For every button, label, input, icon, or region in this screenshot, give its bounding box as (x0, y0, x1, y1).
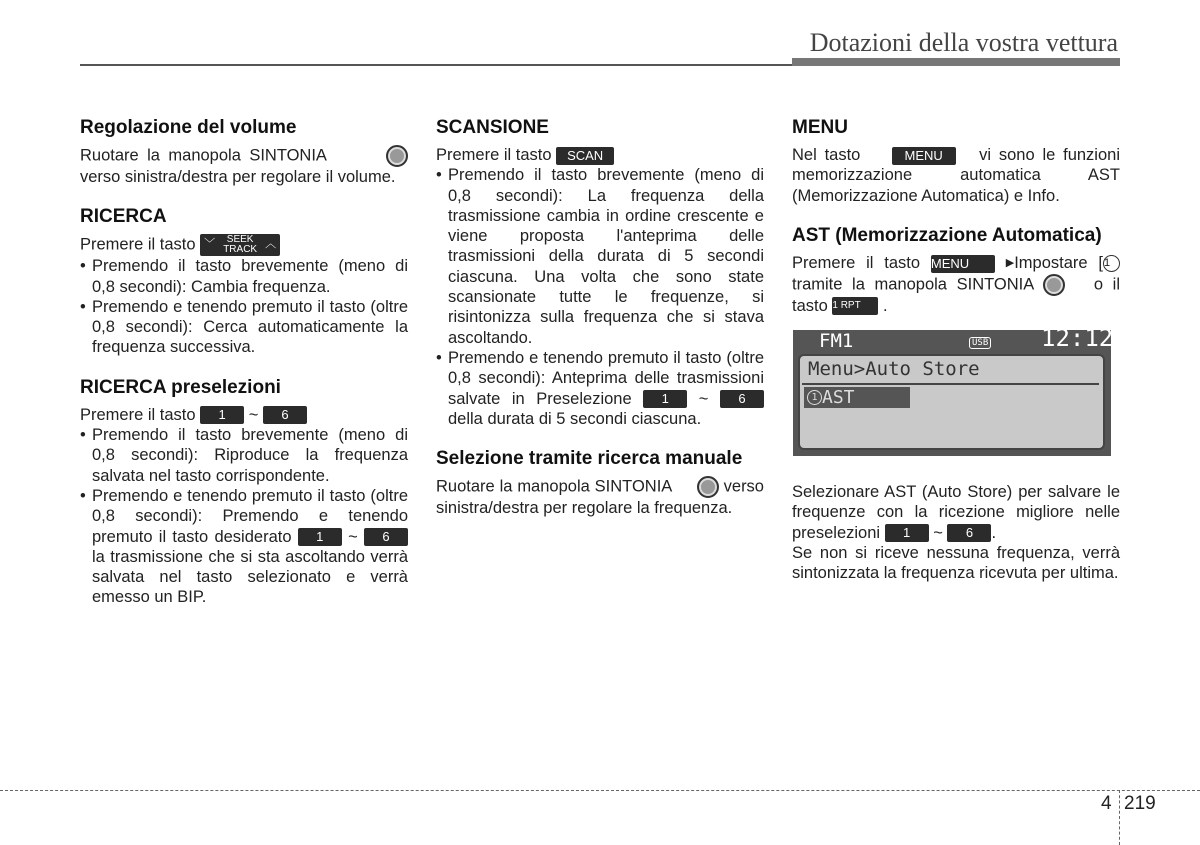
select-text-b: . (991, 523, 997, 542)
column-2 (436, 116, 764, 536)
list-item (80, 486, 408, 608)
list-item: • Premendo il tasto brevemente (meno di 0,8 secondi): Riproduce la frequenza salvata nel tasto corrispondente. (80, 425, 408, 486)
preselezioni-press (80, 405, 408, 425)
menu-heading: MENU (792, 117, 848, 138)
preset-1-button-icon: 1 (643, 390, 687, 408)
display-clock: 12:12 (1041, 323, 1114, 352)
manuale-text-b: verso sinistra/destra per regolare la frequenza. (436, 477, 764, 518)
ast-text-d: o il tasto (792, 275, 1121, 315)
column-3 (792, 116, 1120, 583)
manuale-heading: Selezione tramite ricerca manuale (436, 448, 743, 470)
chapter-number: 4 (1101, 793, 1112, 814)
column-1 (80, 116, 408, 626)
preset-1-button-icon: 1 (298, 528, 342, 546)
section-ast (792, 224, 1120, 584)
preset-1-button-icon: 1 (885, 524, 929, 542)
menu-button-icon: MENU (892, 147, 956, 165)
header-rule-thick (792, 58, 1120, 66)
section-preselezioni (80, 376, 408, 608)
preset-6-button-icon: 6 (947, 524, 991, 542)
pre-b2-text-a: Premendo e tenendo premuto il tasto (oltre 0,8 secondi): Premendo e tenendo premuto il tasto desiderato (92, 486, 408, 546)
ricerca-press-text: Premere il tasto (80, 235, 196, 254)
preset-1-button-icon: 1 (200, 406, 244, 424)
preset-6-button-icon: 6 (263, 406, 307, 424)
ast-text-e: . (882, 296, 888, 315)
preselezioni-heading: RICERCA preselezioni (80, 376, 281, 398)
menu-text (792, 145, 1120, 206)
page-header-title: Dotazioni della vostra vettura (809, 28, 1118, 57)
preset-6-button-icon: 6 (364, 528, 408, 546)
display-status-bar (793, 323, 1114, 352)
tilde: ~ (248, 405, 259, 424)
tuning-knob-icon (697, 476, 719, 498)
volume-text-b: verso sinistra/destra per regolare il volume. (80, 168, 396, 186)
display-divider (802, 383, 1099, 385)
scansione-list (436, 165, 764, 429)
circled-one-icon: 1 (807, 390, 822, 405)
tilde: ~ (348, 527, 358, 546)
ast-text-a: Premere il tasto (792, 253, 921, 272)
pre-b2-text-b: la trasmissione che si sta ascoltando verrà salvata nel tasto selezionato e verrà emesso un BIP. (92, 547, 408, 607)
footer-vertical-divider (1119, 790, 1120, 845)
select-text (792, 482, 1120, 543)
ricerca-list (80, 256, 408, 357)
scan-b2-text-b: della durata di 5 secondi ciascuna. (448, 409, 702, 428)
scan-button-icon: SCAN (556, 147, 614, 165)
section-manuale (436, 447, 764, 518)
ast-text-c: tramite la manopola SINTONIA (792, 275, 1034, 294)
tuning-knob-icon (1043, 274, 1065, 296)
section-ricerca (80, 205, 408, 357)
page-number: 219 (1124, 793, 1156, 814)
list-item (436, 348, 764, 429)
chevron-down-icon: ﹀ (204, 238, 216, 251)
section-menu (792, 116, 1120, 206)
tuning-knob-icon (386, 145, 408, 167)
scansione-press-text: Premere il tasto (436, 146, 552, 164)
display-item-label: AST (822, 386, 855, 408)
seek-label: SEEK (226, 234, 254, 246)
seek-track-button-icon (200, 234, 280, 256)
usb-icon: USB (969, 337, 991, 349)
manuale-text-a: Ruotare la manopola SINTONIA (436, 477, 673, 496)
scansione-press (436, 145, 764, 165)
volume-text (80, 145, 408, 187)
preselezioni-press-text: Premere il tasto (80, 405, 196, 424)
list-item: • Premendo il tasto brevemente (meno di 0,8 secondi): La frequenza della trasmissione cambia in ordine crescente e viene proposta l'anteprima delle trasmissioni della durata di 5 secondi ciascuna. Una volta che sono state scansionate tutte le frequenze, si risintonizza sulla frequenza che si stava ascoltando. (436, 165, 764, 348)
scansione-heading: SCANSIONE (436, 117, 549, 138)
ricerca-heading: RICERCA (80, 206, 167, 228)
menu-button-icon: MENU (931, 255, 995, 273)
display-menu-path: Menu>Auto Store (808, 357, 980, 380)
footer-divider (0, 790, 1200, 791)
select-text-c: Se non si riceve nessuna frequenza, verrà sintonizzata la frequenza ricevuta per ultima. (792, 543, 1120, 583)
select-text-a: Selezionare AST (Auto Store) per salvare le frequenze con la ricezione migliore nelle preselezioni (792, 482, 1120, 542)
ast-text (792, 253, 1120, 316)
preset-1-rpt-button-icon: 1 RPT (832, 297, 878, 315)
section-volume (80, 116, 408, 187)
ricerca-press (80, 234, 408, 256)
scan-b2-text-a: Premendo e tenendo premuto il tasto (oltre 0,8 secondi): Anteprima delle trasmissioni salvate in Preselezione (448, 348, 764, 408)
seek-track-label (220, 235, 260, 255)
ast-heading: AST (Memorizzazione Automatica) (792, 224, 1102, 246)
tilde: ~ (698, 389, 709, 408)
section-scansione (436, 116, 764, 429)
chevron-up-icon: ︿ (265, 238, 277, 251)
manuale-text (436, 476, 764, 518)
volume-heading: Regolazione del volume (80, 117, 297, 138)
volume-text-a: Ruotare la manopola SINTONIA (80, 146, 327, 165)
display-selected-item (804, 387, 910, 408)
tilde: ~ (933, 523, 943, 542)
track-label: TRACK (223, 244, 258, 256)
header-rule-thin (80, 64, 792, 66)
preset-6-button-icon: 6 (720, 390, 764, 408)
circled-one-icon: 1 (1103, 255, 1120, 272)
list-item: • Premendo il tasto brevemente (meno di 0,8 secondi): Cambia frequenza. (80, 256, 408, 297)
menu-text-b: vi sono le funzioni memorizzazione automatica AST (Memorizzazione Automatica) e Info. (792, 146, 1120, 205)
display-band: FM1 (819, 329, 854, 352)
radio-display (793, 323, 1114, 456)
display-panel (798, 354, 1105, 450)
arrow-right-icon: ▶ (1005, 257, 1015, 270)
preselezioni-list (80, 425, 408, 608)
menu-text-a: Nel tasto (792, 146, 861, 164)
ast-text-b: Impostare [ (1014, 253, 1103, 272)
list-item: • Premendo e tenendo premuto il tasto (oltre 0,8 secondi): Cerca automaticamente la frequenza successiva. (80, 297, 408, 358)
